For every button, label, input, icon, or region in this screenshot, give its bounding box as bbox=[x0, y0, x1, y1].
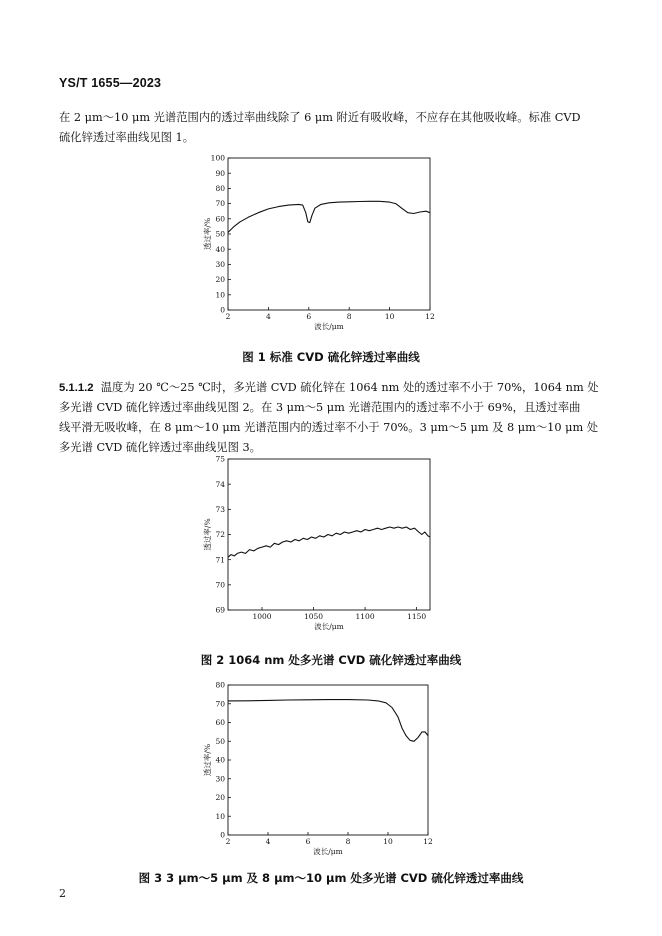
paragraph-text: 温度为 20 ℃～25 ℃时，多光谱 CVD 硫化锌在 1064 nm 处的透过率不小于 70%，1064 nm 处 bbox=[100, 381, 599, 394]
paragraph-line: 线平滑无吸收峰，在 8 μm～10 μm 光谱范围内的透过率不小于 70%。3 μm～5 μm 及 8 μm～10 μm 处 bbox=[59, 421, 599, 434]
y-tick-label: 10 bbox=[215, 811, 225, 821]
standard-number-header: YS/T 1655—2023 bbox=[59, 76, 162, 90]
x-tick-label: 10 bbox=[384, 312, 395, 321]
x-axis-label: 波长/μm bbox=[313, 847, 343, 856]
y-axis-label: 透过率/% bbox=[203, 518, 212, 551]
y-tick-label: 74 bbox=[215, 479, 225, 489]
y-tick-label: 30 bbox=[215, 774, 225, 784]
y-tick-label: 90 bbox=[215, 168, 225, 178]
x-tick-label: 8 bbox=[346, 312, 352, 321]
y-tick-label: 30 bbox=[215, 260, 225, 269]
x-tick-label: 12 bbox=[425, 312, 435, 321]
figure-1-chart bbox=[0, 150, 662, 350]
x-tick-label: 1100 bbox=[355, 612, 375, 621]
y-tick-label: 70 bbox=[215, 199, 225, 209]
figure-3-caption: 图 3 3 μm～5 μm 及 8 μm～10 μm 处多光谱 CVD 硫化锌透过率曲线 bbox=[138, 871, 524, 885]
y-axis-label: 透过率/% bbox=[203, 743, 212, 777]
figure-2-caption: 图 2 1064 nm 处多光谱 CVD 硫化锌透过率曲线 bbox=[200, 653, 462, 667]
y-tick-label: 80 bbox=[215, 680, 225, 690]
y-tick-label: 72 bbox=[215, 530, 225, 540]
y-tick-label: 40 bbox=[215, 755, 225, 765]
paragraph-line bbox=[59, 378, 607, 398]
series-line bbox=[228, 527, 430, 557]
x-tick-label: 12 bbox=[423, 837, 433, 846]
paragraph-line: 在 2 μm～10 μm 光谱范围内的透过率曲线除了 6 μm 附近有吸收峰，不应存在其他吸收峰。标准 CVD bbox=[59, 111, 581, 124]
x-tick-label: 1050 bbox=[303, 612, 324, 621]
paragraph-spectral-range bbox=[59, 108, 607, 148]
y-tick-label: 20 bbox=[215, 275, 225, 285]
x-tick-label: 4 bbox=[265, 837, 271, 846]
plot-frame bbox=[228, 158, 430, 310]
x-tick-label: 4 bbox=[266, 312, 271, 321]
page-number: 2 bbox=[59, 887, 66, 900]
paragraph-line: 多光谱 CVD 硫化锌透过率曲线见图 3。 bbox=[59, 441, 261, 454]
y-axis-label: 透过率/% bbox=[203, 217, 212, 251]
paragraph-line: 硫化锌透过率曲线见图 1。 bbox=[59, 131, 195, 144]
y-tick-label: 60 bbox=[215, 214, 225, 224]
y-tick-label: 50 bbox=[215, 736, 225, 746]
y-tick-label: 40 bbox=[215, 244, 225, 254]
y-tick-label: 0 bbox=[220, 305, 225, 315]
y-tick-label: 70 bbox=[215, 699, 225, 709]
y-tick-label: 69 bbox=[215, 605, 225, 615]
x-axis-label: 波长/μm bbox=[314, 322, 344, 331]
y-tick-label: 50 bbox=[215, 229, 225, 239]
x-tick-label: 2 bbox=[225, 312, 231, 321]
figure-3-chart bbox=[0, 677, 662, 867]
y-tick-label: 73 bbox=[215, 504, 225, 514]
series-line bbox=[228, 700, 428, 742]
x-tick-label: 1150 bbox=[407, 612, 427, 621]
y-tick-label: 10 bbox=[215, 290, 225, 300]
y-tick-label: 60 bbox=[215, 718, 225, 728]
y-tick-label: 100 bbox=[210, 153, 225, 163]
x-tick-label: 1000 bbox=[252, 612, 272, 621]
series-line bbox=[228, 201, 430, 232]
x-tick-label: 6 bbox=[305, 837, 311, 846]
y-tick-label: 20 bbox=[215, 793, 225, 803]
paragraph-line: 多光谱 CVD 硫化锌透过率曲线见图 2。在 3 μm～5 μm 光谱范围内的透过率不小于 69%，且透过率曲 bbox=[59, 401, 581, 414]
figure-1-caption: 图 1 标准 CVD 硫化锌透过率曲线 bbox=[242, 350, 420, 364]
paragraph-5-1-1-2 bbox=[59, 378, 607, 458]
x-tick-label: 8 bbox=[345, 837, 351, 846]
y-tick-label: 80 bbox=[215, 184, 225, 193]
x-tick-label: 10 bbox=[383, 837, 393, 846]
y-tick-label: 75 bbox=[215, 454, 225, 464]
x-tick-label: 2 bbox=[225, 837, 231, 846]
y-tick-label: 71 bbox=[215, 555, 225, 565]
y-tick-label: 70 bbox=[215, 580, 225, 590]
y-tick-label: 0 bbox=[220, 830, 225, 840]
x-tick-label: 6 bbox=[306, 312, 312, 321]
clause-number: 5.1.1.2 bbox=[59, 382, 94, 394]
plot-frame bbox=[228, 685, 428, 835]
figure-2-chart bbox=[0, 450, 662, 650]
x-axis-label: 波长/μm bbox=[314, 622, 344, 631]
